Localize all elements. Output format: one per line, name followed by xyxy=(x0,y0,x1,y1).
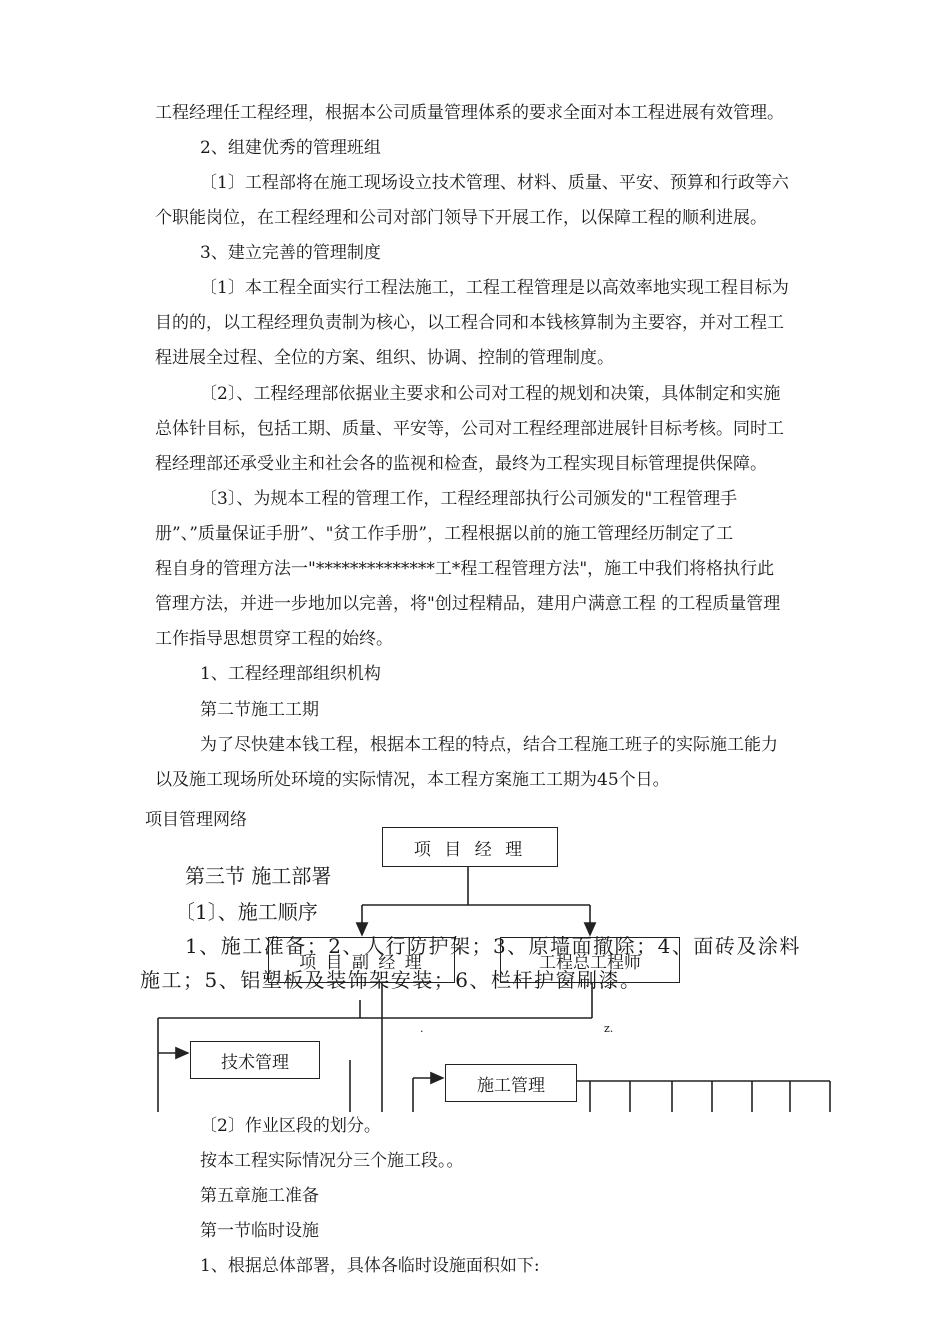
heading-section-3: 第三节 施工部署 xyxy=(185,864,332,888)
paragraph-line: 〔1〕工程部将在施工现场设立技术管理、材料、质量、平安、预算和行政等六 xyxy=(200,173,789,193)
heading-3: 3、建立完善的管理制度 xyxy=(200,243,381,263)
org-chart-caption: 项目管理网络 xyxy=(145,810,247,830)
paragraph-line: 程进展全过程、全位的方案、组织、协调、控制的管理制度。 xyxy=(155,348,614,368)
org-box-construction-management: 施工管理 xyxy=(445,1064,577,1102)
heading-org: 1、工程经理部组织机构 xyxy=(200,664,381,684)
heading-2: 2、组建优秀的管理班组 xyxy=(200,138,381,158)
paragraph-line: 〔3〕、为规本工程的管理工作，工程经理部执行公司颁发的"工程管理手 xyxy=(200,489,738,509)
stray-dot: . xyxy=(420,1022,424,1035)
paragraph-line: 目的的，以工程经理负责制为核心，以工程合同和本钱核算制为主要容，并对工程工 xyxy=(155,313,784,333)
org-box-tech-management: 技术管理 xyxy=(190,1041,320,1079)
paragraph-line: 程经理部还承受业主和社会各的监视和检查，最终为工程实现目标管理提供保障。 xyxy=(155,454,767,474)
paragraph-line: 〔1〕本工程全面实行工程法施工，工程工程管理是以高效率地实现工程目标为 xyxy=(200,278,789,298)
org-box-project-manager: 项 目 经 理 xyxy=(382,827,558,867)
paragraph-line: 以及施工现场所处环境的实际情况，本工程方案施工工期为45个日。 xyxy=(155,770,670,790)
paragraph-line: 为了尽快建本钱工程，根据本工程的特点，结合工程施工班子的实际施工能力 xyxy=(200,735,778,755)
paragraph-line: 管理方法，并进一步地加以完善，将"创过程精品，建用户满意工程 的工程质量管理 xyxy=(155,594,781,614)
section-heading: 第一节临时设施 xyxy=(200,1221,319,1241)
sequence-line: 1、施工准备；2、人行防护架；3、原墙面撤除；4、面砖及涂料 xyxy=(185,934,801,958)
paragraph-line: 〔2〕、工程经理部依据业主要求和公司对工程的规划和决策，具体制定和实施 xyxy=(200,384,781,404)
paragraph-line: 总体针目标，包括工期、质量、平安等，公司对工程经理部进展针目标考核。同时工 xyxy=(155,419,784,439)
heading-sequence: 〔1〕、施工顺序 xyxy=(175,900,318,924)
paragraph-line: 工程经理任工程经理，根据本公司质量管理体系的要求全面对本工程进展有效管理。 xyxy=(155,103,784,123)
paragraph-line: 按本工程实际情况分三个施工段。。 xyxy=(200,1151,464,1171)
paragraph-line: 程自身的管理方法一"**************工*程工程管理方法"，施工中我们将格执行此 xyxy=(155,559,775,579)
paragraph-line: 册”、”质量保证手册”、"贫工作手册”，工程根据以前的施工管理经历制定了工 xyxy=(155,524,734,544)
stray-z: z. xyxy=(604,1022,614,1035)
sequence-line: 施工；5、铝塑板及装饰架安装；6、栏杆护窗刷漆。 xyxy=(140,968,642,992)
heading-section: 第二节施工工期 xyxy=(200,700,319,720)
org-box-deputy-manager: 项 目 副 经 理 xyxy=(268,937,455,983)
org-box-chief-engineer: 工程总工程师 xyxy=(500,937,680,983)
paragraph-line: 个职能岗位，在工程经理和公司对部门领导下开展工作，以保障工程的顺利进展。 xyxy=(155,208,767,228)
paragraph-line: 工作指导思想贯穿工程的始终。 xyxy=(155,629,393,649)
chapter-heading: 第五章施工准备 xyxy=(200,1186,319,1206)
paragraph-line: 〔2〕作业区段的划分。 xyxy=(200,1116,381,1136)
paragraph-line: 1、根据总体部署，具体各临时设施面积如下: xyxy=(200,1256,540,1276)
